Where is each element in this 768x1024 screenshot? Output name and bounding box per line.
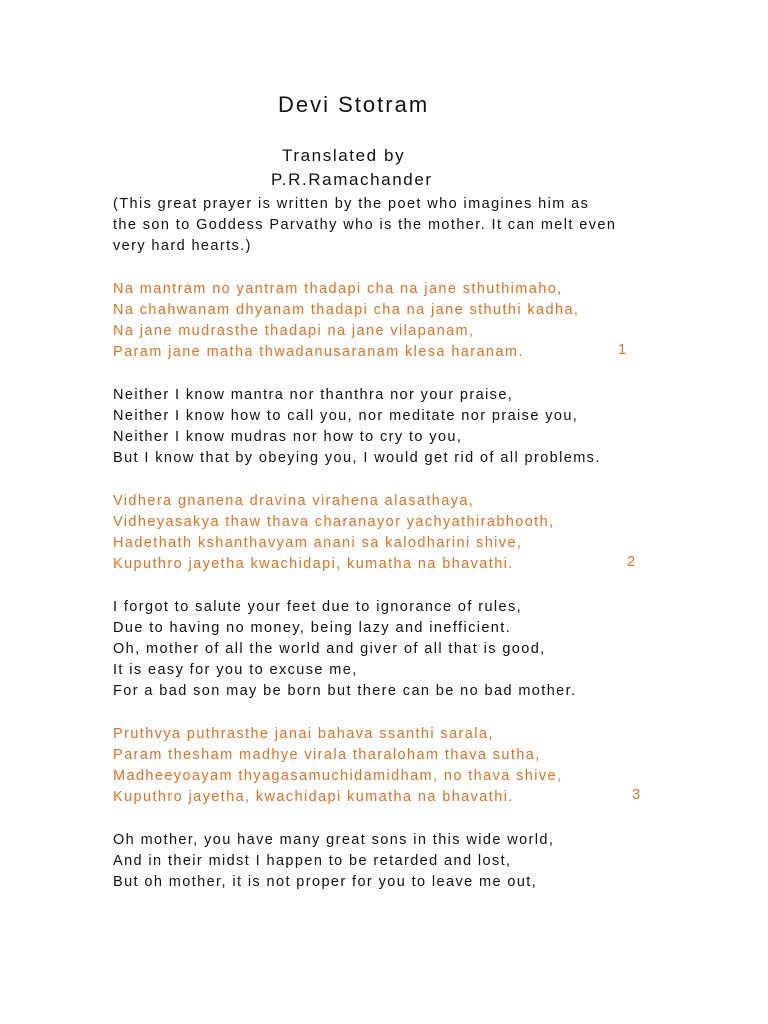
verse-number: 2 xyxy=(627,554,636,570)
translation-line: Oh mother, you have many great sons in this wide world, xyxy=(113,832,555,848)
verse-number: 1 xyxy=(618,342,627,358)
page-title: Devi Stotram xyxy=(278,92,430,117)
translator-name: P.R.Ramachander xyxy=(271,170,433,189)
translation-line: It is easy for you to excuse me, xyxy=(113,662,358,678)
intro-line: very hard hearts.) xyxy=(113,238,252,254)
intro-line: the son to Goddess Parvathy who is the mother. It can melt even xyxy=(113,217,617,233)
translation-line: Oh, mother of all the world and giver of all that is good, xyxy=(113,641,546,657)
translation-line: Neither I know mantra nor thanthra nor your praise, xyxy=(113,387,514,403)
translation-line: And in their midst I happen to be retarded and lost, xyxy=(113,853,512,869)
verse-line: Na mantram no yantram thadapi cha na jane sthuthimaho, xyxy=(113,281,563,297)
intro-line: (This great prayer is written by the poet who imagines him as xyxy=(113,196,590,212)
verse-line: Hadethath kshanthavyam anani sa kalodharini shive, xyxy=(113,535,523,551)
translation-line: But oh mother, it is not proper for you to leave me out, xyxy=(113,874,538,890)
verse-line: Na jane mudrasthe thadapi na jane vilapanam, xyxy=(113,323,475,339)
translation-line: Neither I know mudras nor how to cry to you, xyxy=(113,429,463,445)
verse-line: Kuputhro jayetha kwachidapi, kumatha na bhavathi. xyxy=(113,556,514,572)
verse-line: Kuputhro jayetha, kwachidapi kumatha na bhavathi. xyxy=(113,789,514,805)
verse-line: Vidheyasakya thaw thava charanayor yachyathirabhooth, xyxy=(113,514,555,530)
verse-line: Pruthvya puthrasthe janai bahava ssanthi sarala, xyxy=(113,726,494,742)
verse-line: Na chahwanam dhyanam thadapi cha na jane sthuthi kadha, xyxy=(113,302,580,318)
translation-line: Due to having no money, being lazy and inefficient. xyxy=(113,620,512,636)
translation-line: Neither I know how to call you, nor meditate nor praise you, xyxy=(113,408,579,424)
verse-line: Madheeyoayam thyagasamuchidamidham, no thava shive, xyxy=(113,768,563,784)
translated-by-label: Translated by xyxy=(282,146,406,165)
translation-line: For a bad son may be born but there can be no bad mother. xyxy=(113,683,577,699)
verse-line: Param jane matha thwadanusaranam klesa haranam. xyxy=(113,344,524,360)
verse-number: 3 xyxy=(632,787,641,803)
translation-line: But I know that by obeying you, I would get rid of all problems. xyxy=(113,450,601,466)
verse-line: Vidhera gnanena dravina virahena alasathaya, xyxy=(113,493,475,509)
translation-line: I forgot to salute your feet due to ignorance of rules, xyxy=(113,599,523,615)
verse-line: Param thesham madhye virala tharaloham thava sutha, xyxy=(113,747,541,763)
